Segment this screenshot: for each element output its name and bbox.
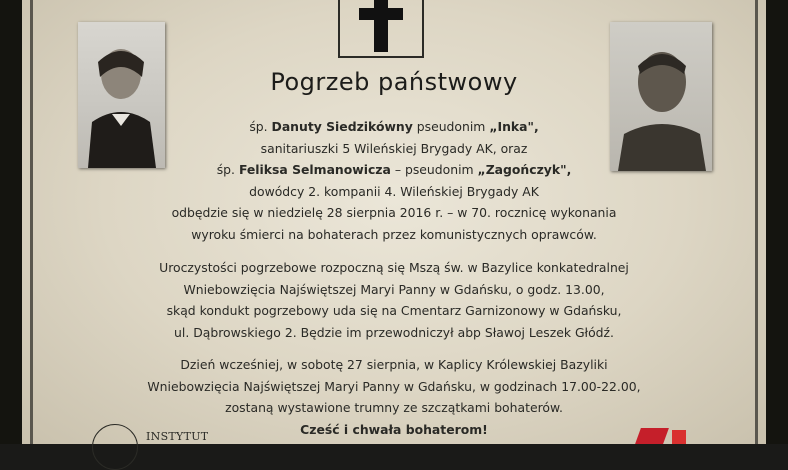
institute-logo-text: INSTYTUT	[146, 430, 209, 443]
paragraph-line: Wniebowzięcia Najświętszej Maryi Panny w Gdańsku, o godz. 13.00,	[183, 281, 605, 297]
paragraph-line: Uroczystości pogrzebowe rozpoczną się Mszą św. w Bazylice konkatedralnej	[159, 260, 629, 275]
paragraph-line: wyroku śmierci na bohaterach przez komunistycznych oprawców.	[191, 226, 597, 242]
flag-logo-icon-secondary	[672, 430, 686, 444]
closing-text: Cześć i chwała bohaterom!	[300, 421, 488, 437]
person-role: dowódcy 2. kompanii 4. Wileńskiej Brygady AK	[249, 183, 539, 199]
person-name: Feliksa Selmanowicza	[238, 162, 391, 177]
paragraph-line: zostaną wystawione trumny ze szczątkami bohaterów.	[225, 400, 563, 415]
paragraph-line: skąd kondukt pogrzebowy uda się na Cmentarz Garnizonowy w Gdańsku,	[166, 303, 622, 318]
person-role: sanitariuszki 5 Wileńskiej Brygady AK, oraz	[260, 140, 528, 156]
person-line-1	[0, 116, 788, 138]
person-line-2	[0, 159, 788, 181]
person-prefix: śp.	[216, 162, 235, 177]
paragraph-line: odbędzie się w niedzielę 28 sierpnia 2016 r. – w 70. rocznicę wykonania	[171, 205, 617, 220]
page-title: Pogrzeb państwowy	[270, 68, 518, 96]
cross-icon-bar	[359, 8, 403, 20]
person-alias: „Zagończyk",	[477, 162, 572, 177]
persons-block	[0, 116, 788, 245]
person-prefix: śp.	[249, 119, 268, 134]
paragraph-line: Dzień wcześniej, w sobotę 27 sierpnia, w Kaplicy Królewskiej Bazyliki	[180, 357, 608, 372]
alias-label: – pseudonim	[394, 162, 474, 177]
ceremony-paragraph	[0, 257, 788, 343]
flag-logo-icon	[635, 428, 669, 444]
institute-logo-icon	[92, 424, 138, 470]
person-name: Danuty Siedzikówny	[271, 119, 413, 134]
alias-label: pseudonim	[416, 119, 486, 134]
paragraph-line: Wniebowzięcia Najświętszej Maryi Panny w Gdańsku, w godzinach 17.00-22.00,	[147, 378, 641, 394]
person-alias: „Inka",	[489, 119, 539, 134]
paragraph-line: ul. Dąbrowskiego 2. Będzie im przewodniczył abp Sławoj Leszek Głódź.	[174, 324, 614, 340]
